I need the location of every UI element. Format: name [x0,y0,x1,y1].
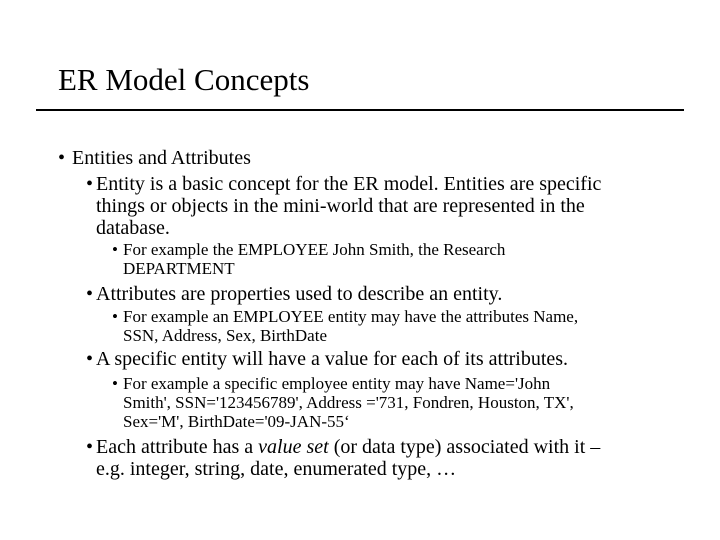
bullet-line [96,436,600,458]
bullet-mark: • [86,283,94,305]
bullet-mark: • [86,348,94,370]
bullet-mark: • [112,374,118,393]
bullet-text [123,307,578,345]
slide-title: ER Model Concepts [58,62,310,97]
bullet-text [96,436,600,480]
bullet-text [96,173,601,239]
bullet-line: Sex='M', BirthDate='09-JAN-55‘ [123,412,350,431]
bullet-line: Smith', SSN='123456789', Address ='731, Fondren, Houston, TX', [123,393,574,412]
bullet-mark: • [112,240,118,259]
bullet-mark: • [86,436,94,458]
bullet-line: DEPARTMENT [123,259,235,278]
bullet-mark: • [112,307,118,326]
bullet-text: Attributes are properties used to describe an entity. [96,283,503,305]
bullet-text: A specific entity will have a value for each of its attributes. [96,348,569,370]
bullet-text [123,374,574,431]
bullet-line: database. [96,217,170,239]
bullet-line: For example a specific employee entity may have Name='John [123,374,551,393]
bullet-line: Entity is a basic concept for the ER model. Entities are specific [96,173,602,195]
bullet-mark: • [58,147,66,169]
bullet-line: e.g. integer, string, date, enumerated type, … [96,458,457,480]
title-divider [36,109,684,111]
bullet-text [123,240,505,278]
bullet-line: things or objects in the mini-world that are represented in the [96,195,585,217]
bullet-line: SSN, Address, Sex, BirthDate [123,326,327,345]
value-set-italic-term: value set [258,436,329,458]
bullet-line: For example an EMPLOYEE entity may have the attributes Name, [123,307,579,326]
value-set-text-before: Each attribute has a [96,436,259,458]
bullet-text: Entities and Attributes [72,147,251,169]
value-set-text-after: (or data type) associated with it – [328,436,601,458]
bullet-mark: • [86,173,94,195]
bullet-line: For example the EMPLOYEE John Smith, the Research [123,240,506,259]
